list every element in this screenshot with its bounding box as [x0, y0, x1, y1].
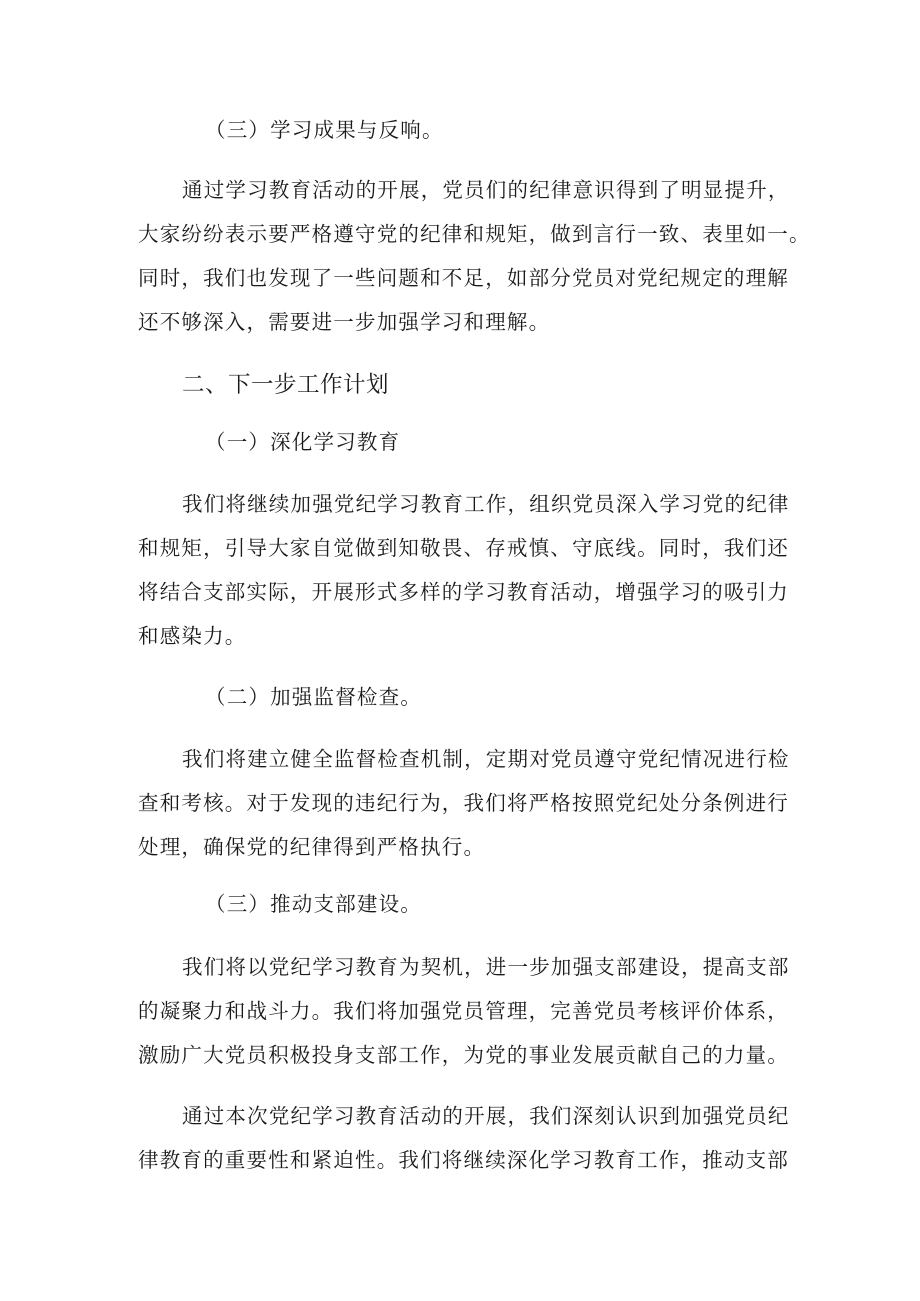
heading-next-steps: 二、下一步工作计划 — [182, 372, 390, 398]
paragraph-line: 大家纷纷表示要严格遵守党的纪律和规矩，做到言行一致、表里如一。 — [138, 222, 811, 246]
paragraph-line: 查和考核。对于发现的违纪行为，我们将严格按照党纪处分条例进行 — [138, 791, 789, 815]
section-title-learning-results: （三）学习成果与反响。 — [205, 118, 444, 142]
subsection-title-supervision: （二）加强监督检查。 — [205, 685, 422, 709]
subsection-title-deepen-learning: （一）深化学习教育 — [205, 430, 401, 454]
subsection-title-branch-building: （三）推动支部建设。 — [205, 892, 422, 916]
paragraph-line: 通过学习教育活动的开展，党员们的纪律意识得到了明显提升， — [182, 178, 790, 202]
paragraph-line: 通过本次党纪学习教育活动的开展，我们深刻认识到加强党员纪 — [182, 1104, 790, 1128]
paragraph-line: 和感染力。 — [138, 624, 247, 648]
paragraph-line: 激励广大党员积极投身支部工作，为党的事业发展贡献自己的力量。 — [138, 1043, 789, 1067]
paragraph-line: 我们将以党纪学习教育为契机，进一步加强支部建设，提高支部 — [182, 955, 790, 979]
paragraph-line: 律教育的重要性和紧迫性。我们将继续深化学习教育工作，推动支部 — [138, 1148, 789, 1172]
paragraph-line: 同时，我们也发现了一些问题和不足，如部分党员对党纪规定的理解 — [138, 266, 789, 290]
paragraph-line: 和规矩，引导大家自觉做到知敬畏、存戒慎、守底线。同时，我们还 — [138, 536, 789, 560]
paragraph-line: 还不够深入，需要进一步加强学习和理解。 — [138, 310, 551, 334]
paragraph-line: 将结合支部实际，开展形式多样的学习教育活动，增强学习的吸引力 — [138, 580, 789, 604]
paragraph-line: 我们将继续加强党纪学习教育工作，组织党员深入学习党的纪律 — [182, 492, 790, 516]
paragraph-line: 处理，确保党的纪律得到严格执行。 — [138, 835, 486, 859]
paragraph-line: 的凝聚力和战斗力。我们将加强党员管理，完善党员考核评价体系， — [138, 999, 789, 1023]
paragraph-line: 我们将建立健全监督检查机制，定期对党员遵守党纪情况进行检 — [182, 747, 790, 771]
